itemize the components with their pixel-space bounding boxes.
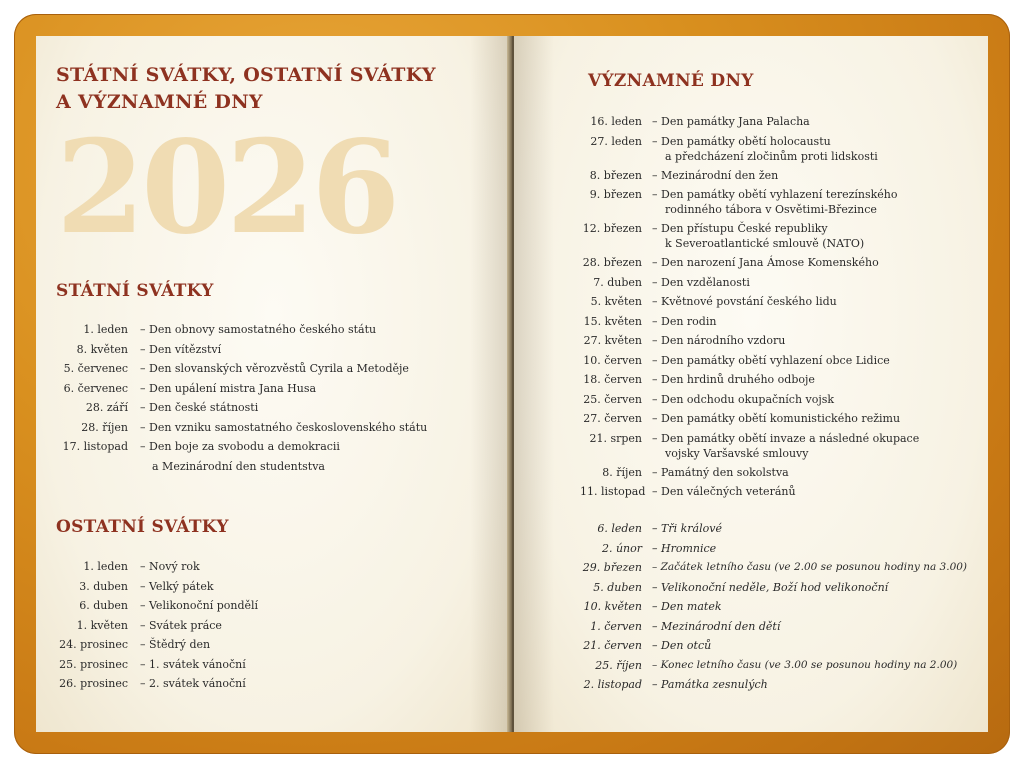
day-date: 27. květen (583, 334, 642, 347)
holiday-text-continued: a Mezinárodní den studentstva (152, 459, 325, 473)
vyznamne-dny-heading: VÝZNAMNÉ DNY (588, 71, 754, 91)
day-text: – Den hrdinů druhého odboje (652, 373, 815, 386)
day-text: – Velikonoční neděle, Boží hod velikonoční (652, 580, 889, 594)
list-item (56, 340, 496, 360)
list-item (580, 483, 984, 503)
day-text: – Den přístupu České republiky (652, 222, 828, 235)
day-date: 9. březen (589, 188, 642, 201)
list-item (580, 371, 984, 391)
list-item (580, 391, 984, 411)
list-item (56, 379, 496, 399)
holiday-text: – Den upálení mistra Jana Husa (140, 381, 317, 395)
holiday-text: – Den obnovy samostatného českého státu (140, 323, 377, 336)
holiday-date: 28. září (85, 401, 128, 414)
day-date: 21. červen (583, 639, 642, 652)
day-text: – Den otců (652, 639, 712, 652)
list-item (56, 398, 496, 418)
holiday-text: – Den vzniku samostatného československého státu (140, 420, 428, 434)
title-line-1: STÁTNÍ SVÁTKY, OSTATNÍ SVÁTKY (56, 64, 436, 86)
holiday-text: – Den české státnosti (140, 401, 259, 414)
list-item (56, 437, 496, 476)
day-text: – Mezinárodní den dětí (652, 619, 781, 633)
holiday-text: – 1. svátek vánoční (140, 657, 246, 671)
list-item (56, 655, 496, 675)
holiday-date: 6. duben (79, 599, 128, 612)
list-item (580, 676, 984, 696)
day-text: – Den odchodu okupačních vojsk (652, 392, 835, 406)
list-item (580, 274, 984, 294)
list-item (580, 579, 984, 599)
ostatni-svatky-list (56, 557, 496, 694)
holiday-date: 3. duben (79, 579, 128, 593)
day-date: 25. říjen (595, 658, 642, 672)
day-text: – Den památky obětí holocaustu (652, 134, 831, 148)
holiday-text: – Svátek práce (140, 618, 222, 632)
holiday-date: 5. červenec (63, 362, 128, 375)
holiday-text: – Den boje za svobodu a demokracii (140, 440, 340, 453)
dalsi-dny-list (580, 520, 984, 696)
statni-svatky-heading: STÁTNÍ SVÁTKY (56, 281, 214, 301)
day-date: 15. květen (583, 314, 642, 328)
day-text: – Konec letního času (ve 3.00 se posunou hodiny na 2.00) (652, 658, 958, 671)
day-text-continued: a předcházení zločinům proti lidskosti (665, 149, 878, 163)
holiday-text: – Štědrý den (140, 638, 211, 651)
day-text: – Den památky obětí vyhlazení obce Lidice (652, 353, 890, 367)
list-item (56, 418, 496, 438)
ostatni-svatky-heading: OSTATNÍ SVÁTKY (56, 517, 229, 537)
day-date: 7. duben (593, 275, 642, 289)
holiday-date: 24. prosinec (59, 638, 128, 651)
day-date: 28. březen (582, 256, 642, 269)
day-date: 1. červen (590, 619, 642, 633)
list-item (56, 616, 496, 636)
vyznamne-dny-list (580, 113, 984, 503)
statni-svatky-list (56, 320, 496, 476)
holiday-date: 17. listopad (62, 440, 128, 453)
holiday-text: – 2. svátek vánoční (140, 677, 246, 690)
list-item (580, 254, 984, 274)
holiday-date: 26. prosinec (59, 677, 128, 690)
list-item (580, 657, 984, 677)
list-item (56, 635, 496, 655)
list-item (56, 674, 496, 694)
list-item (580, 410, 984, 430)
list-item (580, 113, 984, 133)
list-item (580, 293, 984, 313)
holiday-text: – Velikonoční pondělí (140, 599, 259, 612)
day-date: 25. červen (583, 392, 642, 406)
day-text: – Den vzdělanosti (652, 275, 750, 289)
holiday-date: 1. květen (76, 618, 128, 632)
day-text: – Den národního vzdoru (652, 334, 786, 347)
day-date: 6. leden (597, 522, 642, 535)
day-date: 16. leden (590, 115, 642, 128)
day-date: 5. květen (590, 295, 642, 308)
day-text-continued: rodinného tábora v Osvětimi-Březince (665, 203, 877, 216)
day-text-continued: k Severoatlantické smlouvě (NATO) (665, 237, 865, 250)
holiday-date: 1. leden (83, 560, 128, 573)
day-text: – Den matek (652, 600, 722, 613)
holiday-text: – Den slovanských věrozvěstů Cyrila a Metoděje (140, 362, 409, 375)
holiday-text: – Den vítězství (140, 342, 222, 356)
day-text: – Památka zesnulých (652, 678, 768, 691)
day-text: – Den památky obětí komunistického režimu (652, 412, 901, 425)
day-text: – Památný den sokolstva (652, 465, 789, 479)
day-text: – Mezinárodní den žen (652, 168, 779, 182)
day-date: 10. květen (583, 600, 642, 613)
list-item (56, 577, 496, 597)
holiday-text: – Velký pátek (140, 579, 214, 593)
day-text: – Tři králové (652, 522, 722, 535)
day-date: 29. březen (582, 561, 642, 574)
day-date: 2. listopad (583, 678, 642, 691)
day-text: – Den památky obětí vyhlazení terezínského (652, 188, 898, 201)
holiday-date: 8. květen (76, 342, 128, 356)
list-item (580, 313, 984, 333)
list-item (56, 596, 496, 616)
day-text: – Den památky Jana Palacha (652, 115, 810, 128)
day-text: – Den památky obětí invaze a následné okupace (652, 431, 920, 445)
holiday-date: 28. říjen (81, 420, 128, 434)
holiday-date: 6. červenec (63, 381, 128, 395)
list-item (580, 540, 984, 560)
day-date: 8. březen (589, 168, 642, 182)
page-title (56, 62, 436, 116)
day-date: 18. červen (583, 373, 642, 386)
day-text: – Hromnice (652, 541, 717, 555)
list-item (580, 133, 984, 167)
list-item (580, 167, 984, 187)
day-date: 12. březen (582, 222, 642, 235)
day-text: – Den válečných veteránů (652, 485, 796, 498)
list-item (580, 430, 984, 464)
holiday-text: – Nový rok (140, 560, 200, 573)
right-page (514, 36, 988, 732)
list-item (580, 520, 984, 540)
day-date: 11. listopad (580, 485, 646, 498)
list-item (580, 559, 984, 579)
list-item (580, 186, 984, 220)
day-date: 2. únor (601, 541, 642, 555)
day-text: – Den rodin (652, 314, 717, 328)
list-item (580, 332, 984, 352)
list-item (580, 598, 984, 618)
holiday-date: 25. prosinec (59, 657, 128, 671)
day-date: 5. duben (593, 580, 642, 594)
list-item (580, 220, 984, 254)
day-date: 8. říjen (602, 465, 642, 479)
list-item (580, 464, 984, 484)
year-watermark: 2026 (56, 113, 397, 263)
day-date: 27. leden (590, 134, 642, 148)
list-item (56, 320, 496, 340)
holiday-date: 1. leden (83, 323, 128, 336)
day-date: 10. červen (583, 353, 642, 367)
left-page (36, 36, 510, 732)
day-text: – Začátek letního času (ve 2.00 se posunou hodiny na 3.00) (652, 561, 968, 573)
list-item (56, 359, 496, 379)
day-text: – Den narození Jana Ámose Komenského (652, 256, 879, 269)
list-item (580, 618, 984, 638)
list-item (56, 557, 496, 577)
day-date: 21. srpen (589, 431, 642, 445)
day-date: 27. červen (583, 412, 642, 425)
day-text-continued: vojsky Varšavské smlouvy (665, 446, 809, 460)
title-line-2: A VÝZNAMNÉ DNY (56, 91, 263, 113)
day-text: – Květnové povstání českého lidu (652, 295, 837, 308)
list-item (580, 352, 984, 372)
list-item (580, 637, 984, 657)
